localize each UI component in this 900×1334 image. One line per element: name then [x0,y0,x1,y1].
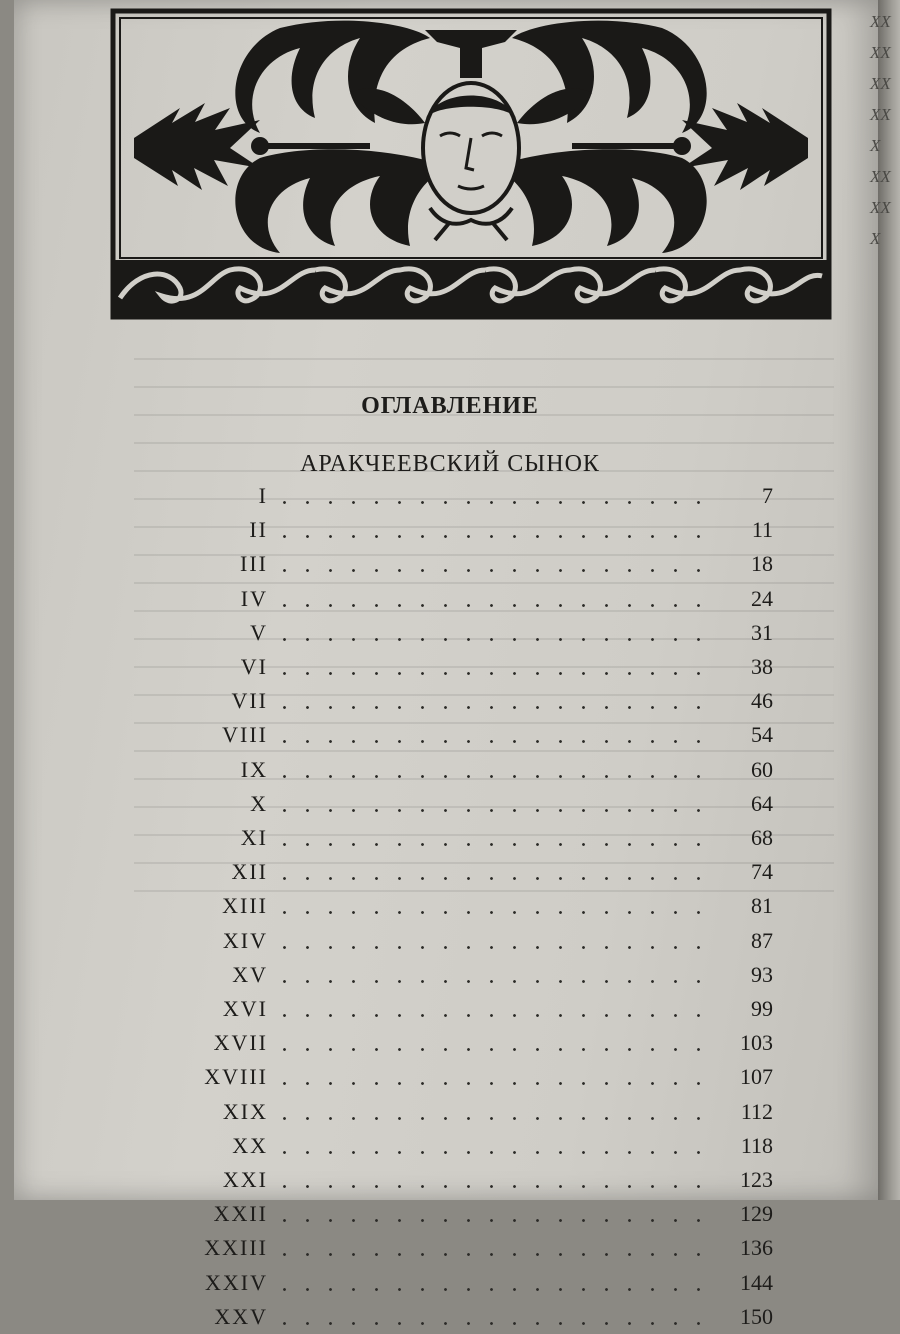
adjacent-page-fragment: XX [870,43,891,62]
toc-entry [0,1064,900,1094]
page-number: 123 [740,1167,773,1192]
page-number: 54 [751,722,773,748]
adjacent-page-fragment: X [870,136,881,155]
toc-entry [0,517,900,547]
chapter-number: X [250,790,268,816]
toc-entry [0,893,900,923]
page-number: 46 [751,688,773,714]
page-number: 74 [751,859,773,885]
page-number: 150 [740,1303,773,1329]
chapter-number: XVII [213,1030,268,1056]
page-number: 68 [751,825,773,850]
dot-leader [273,980,713,983]
dot-leader [273,1288,713,1291]
adjacent-page-fragment: X [870,229,881,248]
toc-entry [0,586,900,616]
dot-leader [273,638,713,641]
page-number: 112 [740,1098,773,1124]
dot-leader [273,535,713,538]
toc-entry [0,928,900,958]
medusa-head-ornament-icon [110,8,832,320]
page-number: 107 [740,1064,773,1090]
page-number: 18 [751,551,773,577]
dot-leader [273,501,713,504]
chapter-number: VII [231,688,268,714]
chapter-number: V [250,619,268,645]
dot-leader [273,1151,713,1154]
section-title: АРАКЧЕЕВСКИЙ СЫНОК [300,451,600,477]
toc-entry [0,620,900,650]
toc-entry [0,1030,900,1060]
dot-leader [273,1014,713,1017]
toc-entry [0,825,900,855]
toc-entry [0,1235,900,1265]
toc-entry [0,1201,900,1231]
toc-entry [0,1167,900,1197]
dot-leader [273,672,713,675]
chapter-number: IV [240,585,268,611]
toc-title: ОГЛАВЛЕНИЕ [361,393,539,419]
toc-entry [0,654,900,684]
dot-leader [273,706,713,709]
dot-leader [273,740,713,743]
toc-entry [0,1270,900,1300]
dot-leader [273,1322,713,1325]
toc-entry [0,791,900,821]
toc-entry [0,551,900,581]
chapter-number: XXII [213,1201,268,1227]
adjacent-page-fragment: XX [870,74,891,93]
adjacent-page-fragment: XX [870,12,891,31]
dot-leader [273,569,713,572]
dot-leader [273,946,713,949]
toc-entry [0,1099,900,1129]
toc-entry [0,483,900,513]
adjacent-page-fragment: XX [870,167,891,186]
page-number: 118 [740,1132,773,1158]
page-number: 31 [751,619,773,645]
page-number: 81 [751,893,773,919]
toc-entry [0,996,900,1026]
chapter-number: IX [240,756,268,782]
chapter-number: II [249,517,268,543]
chapter-number: VIII [222,722,268,748]
chapter-number: III [240,551,268,577]
page-number: 87 [751,927,773,953]
chapter-number: XXV [214,1303,268,1329]
dot-leader [273,1185,713,1188]
page-number: 24 [751,585,773,611]
page-number: 93 [751,961,773,987]
chapter-number: I [258,483,268,508]
toc-entry [0,722,900,752]
page-number: 11 [751,517,773,543]
chapter-number: XVI [222,996,268,1021]
chapter-number: XX [232,1132,268,1158]
toc-entry [0,962,900,992]
chapter-number: XVIII [204,1064,268,1090]
dot-leader [273,877,713,880]
dot-leader [273,843,713,846]
dot-leader [273,809,713,812]
chapter-number: XI [240,825,268,850]
chapter-number: XIV [222,927,268,953]
adjacent-page-fragments [870,6,900,254]
toc-entry [0,859,900,889]
toc-entry [0,1304,900,1334]
adjacent-page-fragment: XX [870,198,891,217]
dot-leader [273,1253,713,1256]
dot-leader [273,1219,713,1222]
chapter-number: XXIII [204,1235,268,1261]
chapter-number: XII [231,859,268,885]
chapter-number: XXI [222,1167,268,1192]
chapter-number: XXIV [205,1269,268,1295]
chapter-number: XIX [222,1098,268,1124]
page-number: 144 [740,1269,773,1295]
dot-leader [273,1082,713,1085]
dot-leader [273,911,713,914]
page-number: 38 [751,654,773,679]
chapter-number: VI [240,654,268,679]
dot-leader [273,604,713,607]
adjacent-page-fragment: XX [870,105,891,124]
page-number: 64 [751,790,773,816]
chapter-number: XV [232,961,268,987]
toc-entry [0,1133,900,1163]
page-number: 7 [762,483,773,508]
page-number: 60 [751,756,773,782]
page-number: 99 [751,996,773,1021]
dot-leader [273,775,713,778]
page-number: 129 [740,1201,773,1227]
toc-entry [0,757,900,787]
dot-leader [273,1048,713,1051]
page-number: 103 [740,1030,773,1056]
toc-entry [0,688,900,718]
dot-leader [273,1117,713,1120]
page-number: 136 [740,1235,773,1261]
chapter-number: XIII [222,893,268,919]
